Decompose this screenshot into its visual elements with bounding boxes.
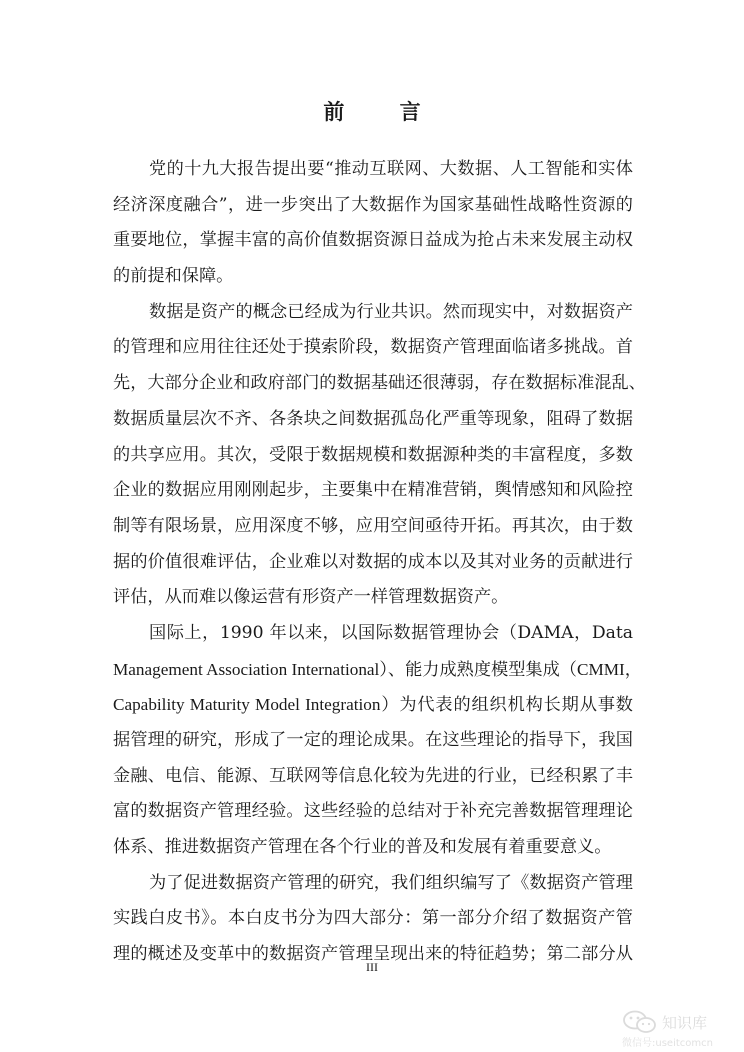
page-number: III [366, 960, 378, 974]
text-line: 制等有限场景，应用深度不够，应用空间亟待开拓。再其次，由于数 [113, 515, 633, 536]
text-line: 数据是资产的概念已经成为行业共识。然而现实中，对数据资产 [149, 301, 633, 322]
text-line: 富的数据资产管理经验。这些经验的总结对于补充完善数据管理理论 [113, 801, 633, 822]
text-line: 重要地位，掌握丰富的高价值数据资源日益成为抢占未来发展主动权 [113, 230, 633, 251]
text-line: 的前提和保障。 [113, 266, 234, 287]
text-line: 据管理的研究，形成了一定的理论成果。在这些理论的指导下，我国 [113, 730, 633, 750]
text-line: 的共享应用。其次，受限于数据规模和数据源种类的丰富程度，多数 [113, 444, 633, 465]
page-title: 前 言 [323, 100, 445, 124]
text-line: 据的价值很难评估，企业难以对数据的成本以及其对业务的贡献进行 [113, 551, 633, 572]
text-line: 经济深度融合”，进一步突出了大数据作为国家基础性战略性资源的 [113, 194, 633, 215]
text-line: 国际上，1990 年以来，以国际数据管理协会（DAMA，Data [149, 622, 633, 643]
watermark-sub: 微信号:useitcomcn [622, 1038, 713, 1049]
text-line: 先，大部分企业和政府部门的数据基础还很薄弱，存在数据标准混乱、 [113, 373, 646, 394]
text-line: 数据质量层次不齐、各条块之间数据孤岛化严重等现象，阻碍了数据 [113, 408, 633, 429]
text-line: 企业的数据应用刚刚起步，主要集中在精准营销，舆情感知和风险控 [113, 480, 633, 501]
body-text [113, 152, 646, 973]
text-line: 理的概述及变革中的数据资产管理呈现出来的特征趋势；第二部分从 [113, 944, 633, 965]
watermark-name: 知识库 [662, 1014, 708, 1032]
watermark [622, 1010, 732, 1048]
text-line: 金融、电信、能源、互联网等信息化较为先进的行业，已经积累了丰 [113, 765, 633, 786]
text-line: 评估，从而难以像运营有形资产一样管理数据资产。 [113, 587, 509, 608]
text-line: 为了促进数据资产管理的研究，我们组织编写了《数据资产管理 [149, 872, 633, 893]
text-line: 党的十九大报告提出要“推动互联网、大数据、人工智能和实体 [149, 159, 633, 179]
text-line: 体系、推进数据资产管理在各个行业的普及和发展有着重要意义。 [113, 837, 612, 858]
text-line: 实践白皮书》。本白皮书分为四大部分：第一部分介绍了数据资产管 [113, 908, 633, 929]
wechat-logo-icon [622, 1010, 658, 1034]
text-line: Capability Maturity Model Integration）为代表的组织机构长期从事数 [113, 695, 633, 715]
text-line: 的管理和应用往往还处于摸索阶段，数据资产管理面临诸多挑战。首 [113, 337, 633, 358]
text-line: Management Association International）、能力成熟度模型集成（CMMI， [113, 659, 642, 679]
